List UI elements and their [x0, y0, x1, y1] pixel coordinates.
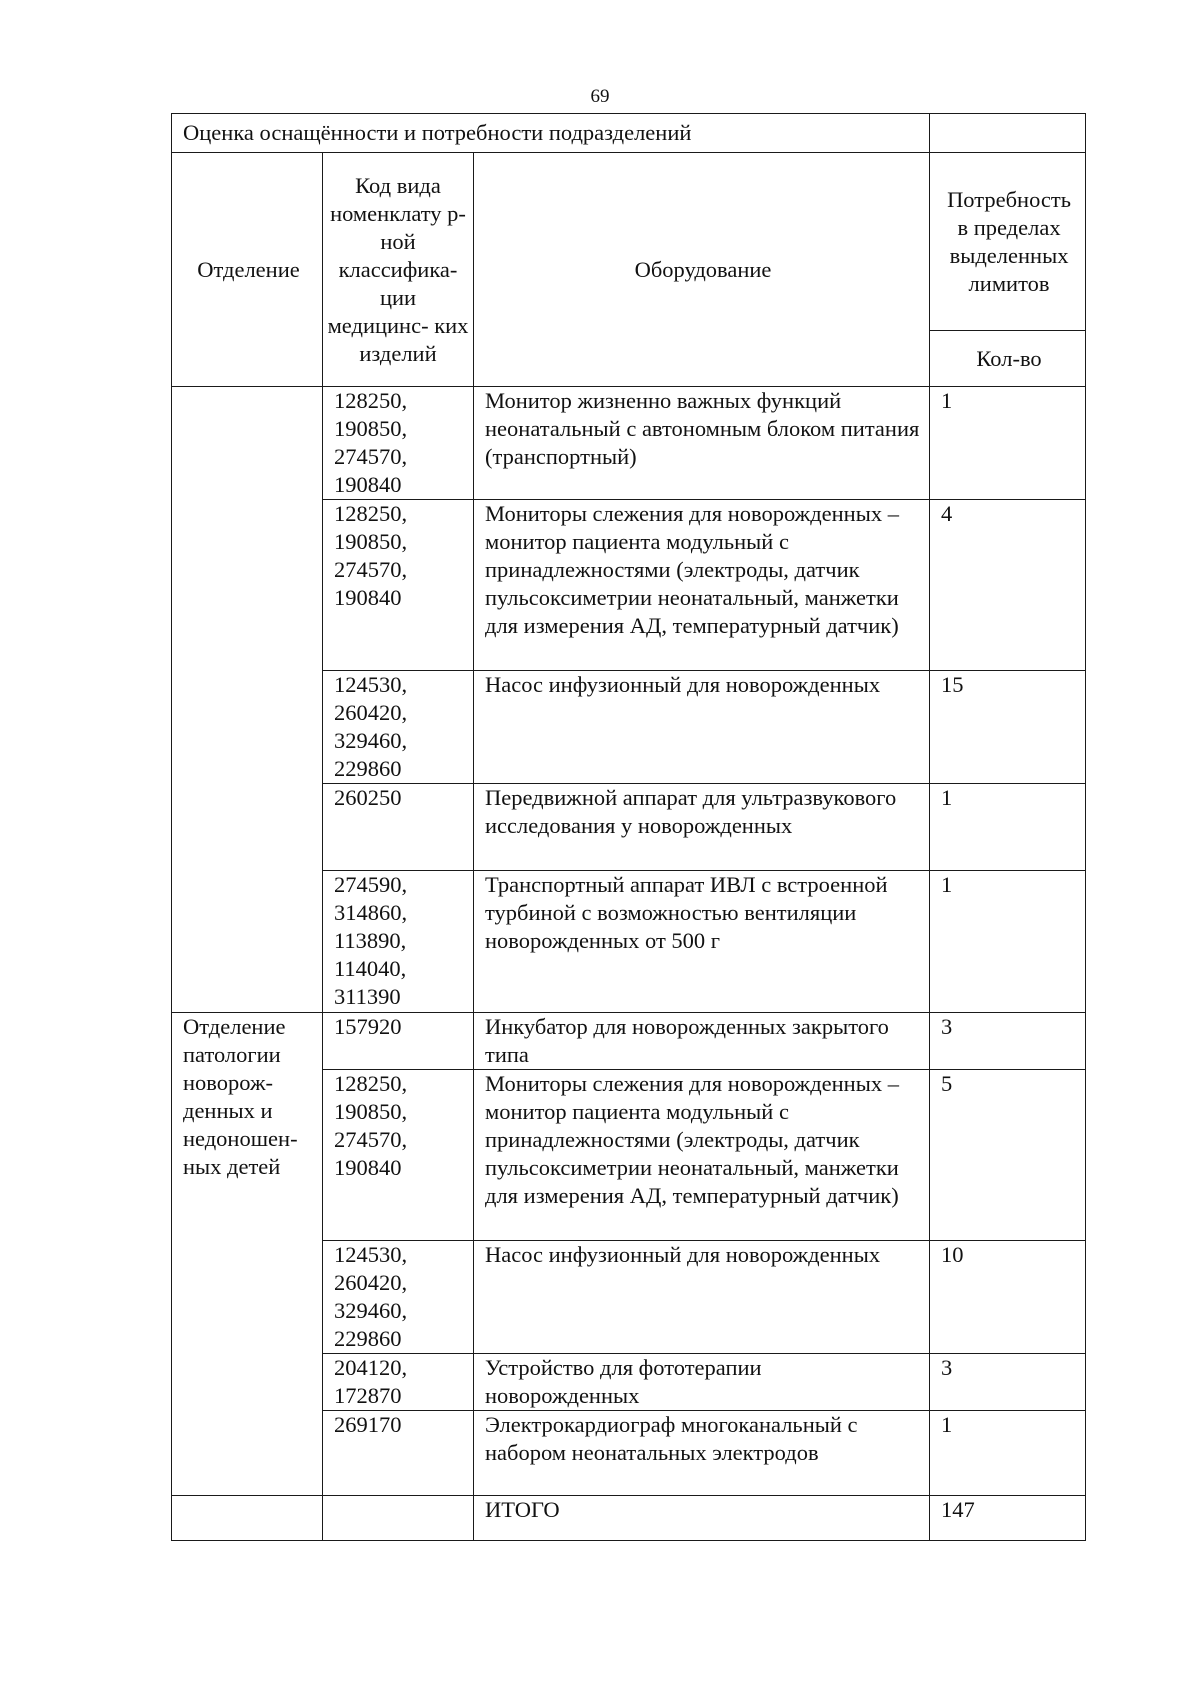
qty-cell: 1: [930, 387, 1086, 500]
qty-cell: 4: [930, 500, 1086, 671]
total-label: ИТОГО: [474, 1496, 930, 1541]
equipment-cell: Мониторы слежения для новорожденных – монитор пациента модульный с принадлежностями (электроды, датчик пульсоксиметрии неонатальный, манжетки для измерения АД, температурный датчик): [474, 1070, 930, 1241]
qty-cell: 3: [930, 1354, 1086, 1411]
header-qty: Кол-во: [930, 331, 1086, 387]
code-cell: 128250, 190850, 274570, 190840: [323, 500, 474, 671]
qty-cell: 15: [930, 671, 1086, 784]
table-row: [172, 1013, 1086, 1070]
code-cell: 128250, 190850, 274570, 190840: [323, 1070, 474, 1241]
code-cell: 204120, 172870: [323, 1354, 474, 1411]
qty-cell: 1: [930, 1411, 1086, 1496]
code-cell: 124530, 260420, 329460, 229860: [323, 671, 474, 784]
total-empty-cell: [323, 1496, 474, 1541]
qty-cell: 1: [930, 784, 1086, 871]
equipment-cell: Электрокардиограф многоканальный с набором неонатальных электродов: [474, 1411, 930, 1496]
page-number: 69: [590, 86, 610, 107]
code-cell: 269170: [323, 1411, 474, 1496]
qty-cell: 10: [930, 1241, 1086, 1354]
table-title: Оценка оснащённости и потребности подразделений: [172, 114, 930, 153]
equipment-cell: Мониторы слежения для новорожденных – монитор пациента модульный с принадлежностями (электроды, датчик пульсоксиметрии неонатальный, манжетки для измерения АД, температурный датчик): [474, 500, 930, 671]
total-empty-cell: [172, 1496, 323, 1541]
title-empty-cell: [930, 114, 1086, 153]
code-cell: 274590, 314860, 113890, 114040, 311390: [323, 871, 474, 1013]
equipment-cell: Монитор жизненно важных функций неонатальный с автономным блоком питания (транспортный): [474, 387, 930, 500]
equipment-cell: Устройство для фототерапии новорожденных: [474, 1354, 930, 1411]
department-cell: [172, 387, 323, 1013]
code-cell: 124530, 260420, 329460, 229860: [323, 1241, 474, 1354]
equipment-cell: Передвижной аппарат для ультразвукового исследования у новорожденных: [474, 784, 930, 871]
header-department: Отделение: [172, 153, 323, 387]
equipment-cell: Инкубатор для новорожденных закрытого типа: [474, 1013, 930, 1070]
qty-cell: 3: [930, 1013, 1086, 1070]
table-row: [172, 387, 1086, 500]
equipment-cell: Насос инфузионный для новорожденных: [474, 1241, 930, 1354]
header-code: Код вида номенклату р-ной классифика- ции медицинс- ких изделий: [323, 153, 474, 387]
code-cell: 157920: [323, 1013, 474, 1070]
equipment-cell: Транспортный аппарат ИВЛ с встроенной турбиной с возможностью вентиляции новорожденных от 500 г: [474, 871, 930, 1013]
header-equipment: Оборудование: [474, 153, 930, 387]
code-cell: 128250, 190850, 274570, 190840: [323, 387, 474, 500]
qty-cell: 5: [930, 1070, 1086, 1241]
total-value: 147: [930, 1496, 1086, 1541]
equipment-table: [171, 113, 1086, 1541]
qty-cell: 1: [930, 871, 1086, 1013]
total-row: [172, 1496, 1086, 1541]
equipment-cell: Насос инфузионный для новорожденных: [474, 671, 930, 784]
code-cell: 260250: [323, 784, 474, 871]
header-need: Потребность в пределах выделенных лимитов: [930, 153, 1086, 331]
department-cell: Отделение патологии новорож- денных и недоношен- ных детей: [172, 1013, 323, 1496]
